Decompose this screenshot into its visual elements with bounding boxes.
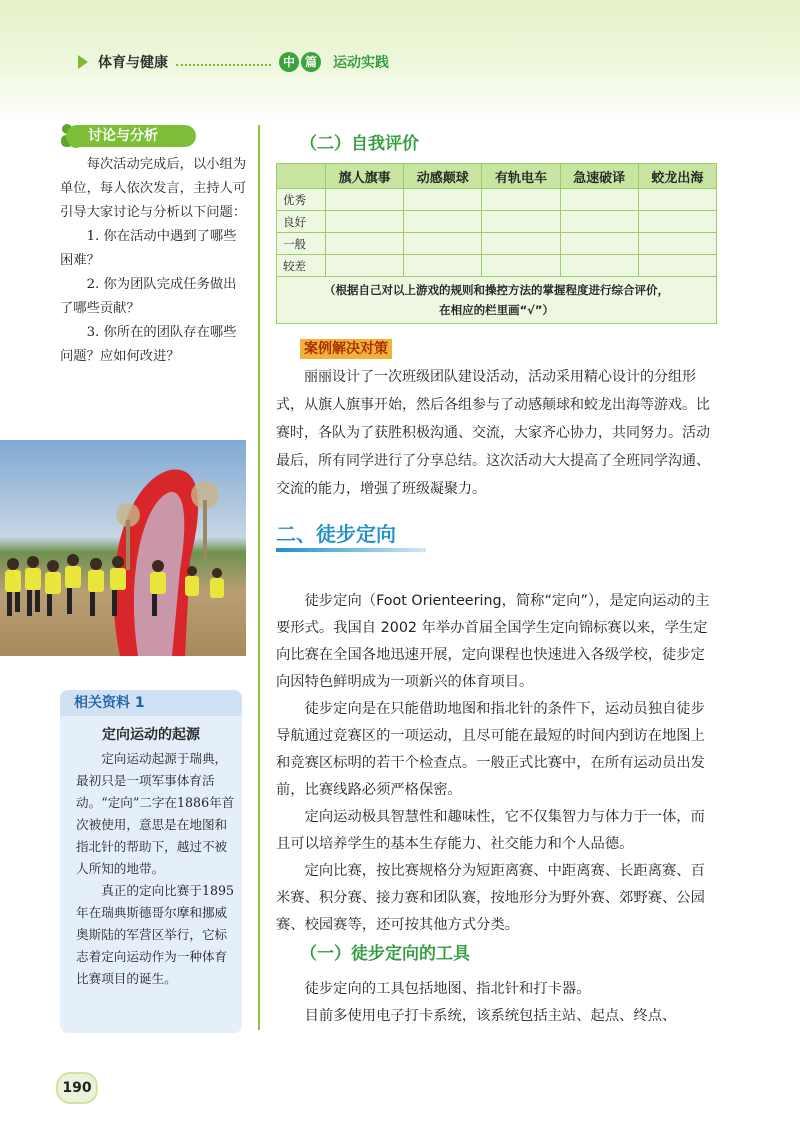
eval-cell[interactable]: [560, 189, 638, 211]
self-eval-table: [276, 163, 717, 324]
table-note-line-2: 在相应的栏里画“√”）: [439, 303, 554, 317]
column-divider: [258, 125, 260, 1030]
table-header: 急速破译: [560, 164, 638, 189]
part-badge-char-2: 篇: [301, 52, 321, 72]
related-material-text: [76, 748, 236, 990]
related-paragraph: 定向运动起源于瑞典，最初只是一项军事体育活动。“定向”二字在1886年首次被使用，意思是在地图和指北针的帮助下，越过不被人所知的地带。: [76, 751, 235, 876]
case-paragraph: 丽丽设计了一次班级团队建设活动，活动采用精心设计的分组形式，从旗人旗事开始，然后各组参与了动感颠球和蛟龙出海等游戏。比赛时，各队为了获胜积极沟通、交流，大家齐心协力，共同努力。活动最后，所有同学进行了分享总结。这次活动大大提高了全班同学沟通、交流的能力，增强了班级凝聚力。: [276, 369, 710, 497]
discussion-question: 1. 你在活动中遇到了哪些困难？: [60, 229, 237, 268]
discussion-badge: 讨论与分析: [66, 125, 196, 147]
table-note: [277, 277, 717, 324]
section-paragraph: 徒步定向（Foot Orienteering，简称“定向”），是定向运动的主要形式。我国自 2002 年举办首届全国学生定向锦标赛以来，学生定向比赛在全国各地迅速开展，定向课程也快速进入各级学校，徒步定向因特色鲜明成为一项新兴的体育项目。: [276, 593, 710, 690]
level-label: 较差: [277, 255, 326, 277]
eval-cell[interactable]: [404, 211, 482, 233]
eval-cell[interactable]: [482, 189, 560, 211]
level-label: 良好: [277, 211, 326, 233]
related-material-title: 定向运动的起源: [102, 727, 200, 743]
level-label: 一般: [277, 233, 326, 255]
tools-paragraph: 徒步定向的工具包括地图、指北针和打卡器。: [304, 981, 591, 997]
eval-cell[interactable]: [560, 233, 638, 255]
eval-cell[interactable]: [326, 211, 404, 233]
discussion-text: [60, 153, 248, 369]
running-header: [78, 52, 389, 72]
eval-cell[interactable]: [326, 255, 404, 277]
eval-cell[interactable]: [326, 189, 404, 211]
table-header: 旗人旗事: [326, 164, 404, 189]
case-badge: 案例解决对策: [300, 339, 392, 359]
eval-cell[interactable]: [326, 233, 404, 255]
table-header: 有轨电车: [482, 164, 560, 189]
eval-cell[interactable]: [638, 211, 716, 233]
eval-cell[interactable]: [404, 255, 482, 277]
page-number: 190: [56, 1072, 98, 1104]
eval-cell[interactable]: [638, 233, 716, 255]
chapter-title: 运动实践: [333, 55, 389, 71]
section-title: 二、徒步定向: [276, 522, 396, 546]
table-header: 动感颠球: [404, 164, 482, 189]
table-row: [277, 233, 717, 255]
tools-paragraph: 目前多使用电子打卡系统，该系统包括主站、起点、终点、: [304, 1008, 677, 1024]
orienteering-race-photo: [0, 440, 246, 656]
eval-cell[interactable]: [560, 255, 638, 277]
section-paragraph: 定向运动极具智慧性和趣味性，它不仅集智力与体力于一体，而且可以培养学生的基本生存能力、社交能力和个人品德。: [276, 809, 705, 852]
eval-cell[interactable]: [482, 211, 560, 233]
eval-cell[interactable]: [404, 189, 482, 211]
section-title-underline: [276, 548, 426, 552]
table-note-line-1: （根据自己对以上游戏的规则和操控方法的掌握程度进行综合评价，: [324, 283, 669, 297]
eval-cell[interactable]: [482, 233, 560, 255]
level-label: 优秀: [277, 189, 326, 211]
section-paragraph: 徒步定向是在只能借助地图和指北针的条件下，运动员独自徒步导航通过竞赛区的一项运动，且尽可能在最短的时间内到访在地图上和竞赛区标明的若干个检查点。一般正式比赛中，在所有运动员出发前，比赛线路必须严格保密。: [276, 701, 705, 798]
header-dotted-leader: [176, 64, 271, 66]
table-corner-cell: [277, 164, 326, 189]
eval-cell[interactable]: [482, 255, 560, 277]
section-body: [276, 588, 718, 939]
table-row: [277, 189, 717, 211]
eval-cell[interactable]: [404, 233, 482, 255]
part-badge-char-1: 中: [279, 52, 299, 72]
tools-body: [276, 976, 718, 1030]
book-title: 体育与健康: [98, 55, 168, 71]
eval-cell[interactable]: [560, 211, 638, 233]
case-text: [276, 363, 718, 503]
eval-cell[interactable]: [638, 189, 716, 211]
header-arrow-icon: [78, 55, 88, 69]
related-material-tab: 相关资料 1: [60, 690, 242, 716]
related-paragraph: 真正的定向比赛于1895年在瑞典斯德哥尔摩和挪威奥斯陆的军营区举行，它标志着定向运动作为一种体育比赛项目的诞生。: [76, 883, 234, 986]
discussion-question: 2. 你为团队完成任务做出了哪些贡献？: [60, 277, 237, 316]
table-header: 蛟龙出海: [638, 164, 716, 189]
eval-cell[interactable]: [638, 255, 716, 277]
table-row: [277, 211, 717, 233]
discussion-intro: 每次活动完成后，以小组为单位，每人依次发言，主持人可引导大家讨论与分析以下问题：: [60, 157, 247, 220]
self-eval-heading: （二）自我评价: [300, 134, 419, 154]
discussion-question: 3. 你所在的团队存在哪些问题？应如何改进？: [60, 325, 237, 364]
section-paragraph: 定向比赛，按比赛规格分为短距离赛、中距离赛、长距离赛、百米赛、积分赛、接力赛和团队赛，按地形分为野外赛、郊野赛、公园赛、校园赛等，还可按其他方式分类。: [276, 863, 705, 933]
table-row: [277, 255, 717, 277]
tools-heading: （一）徒步定向的工具: [300, 944, 470, 964]
